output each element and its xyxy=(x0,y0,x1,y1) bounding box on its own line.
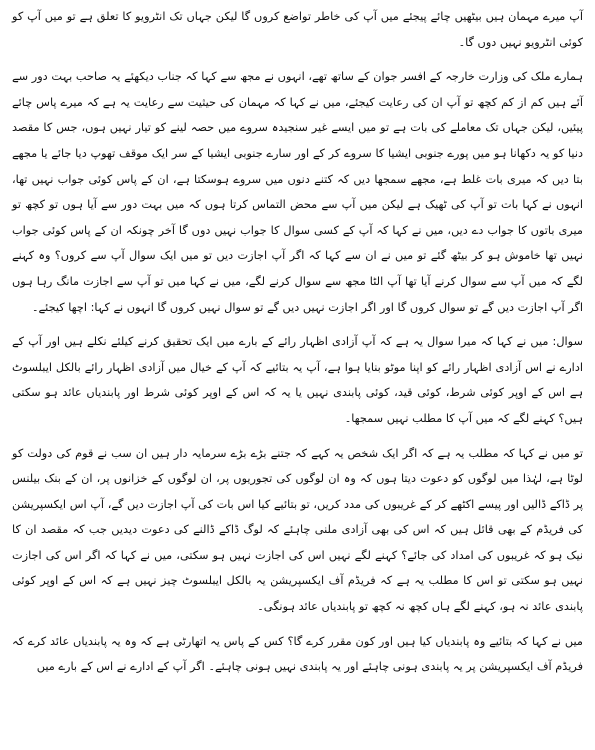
paragraph-5: میں نے کہا کہ بتائیے وہ پابندیاں کیا ہیں اور کون مقرر کرے گا؟ کس کے پاس یہ اتھارٹی ہے کہ وہ یہ پابندیاں عائد کرے کہ فریڈم آف ایکسپریشن پر یہ پابندی ہونی چاہئے اور یہ پابندی نہیں ہونی چاہئے۔ اگر آپ کے ادارے نے اس کے بارے میں xyxy=(12,634,583,674)
paragraph-1: آپ میرے مہمان ہیں بیٹھیں چائے پیجئے میں آپ کی خاطر تواضع کروں گا لیکن جہاں تک انٹرویو کا تعلق ہے تو میں آپ کو کوئی انٹرویو نہیں دوں گا۔ xyxy=(12,10,583,49)
paragraph-3: سوال: میں نے کہا کہ میرا سوال یہ ہے کہ آپ آزادی اظہار رائے کے بارے میں ایک تحقیق کرنے کیلئے نکلے ہیں اور آپ کے ادارے نے اس آزادی اظہار رائے کو اپنا موٹو بنایا ہوا ہے، آپ یہ بتائیے کہ آپ کے خیال میں آزادی اظہار رائے بالکل ایبلسوٹ ہے اس کے اوپر کوئی شرط، کوئی قید، کوئی پابندی نہیں یا یہ کہ اس کے اوپر کوئی شرط اور پابندیاں عائد ہو سکتی ہیں؟ کہنے لگے کہ میں آپ کا مطلب نہیں سمجھا۔ xyxy=(12,335,583,425)
paragraph-2: ہمارے ملک کی وزارت خارجہ کے افسر جوان کے ساتھ تھے، انہوں نے مجھ سے کہا کہ جناب دیکھئے یہ صاحب بہت دور سے آئے ہیں کم از کم کچھ تو آپ ان کی رعایت کیجئے، میں نے کہا کہ مہمان کی حیثیت سے رعایت یہ ہے کہ میرے پاس چائے پیئیں، لیکن جہاں تک معاملے کی بات ہے تو میں ایسے غیر سنجیدہ سروے میں حصہ لینے کو تیار نہیں ہوں، جس کا مقصد دنیا کو یہ دکھانا ہو میں پورے جنوبی ایشیا کا سروے کر کے اور سارے جنوبی ایشیا کے سر ایک موقف تھوپ دیا جائے یا مجھے بتا دیں کہ میری بات غلط ہے، مجھے سمجھا دیں کہ کتنے دنوں میں سروے ہوسکتا ہے، ان کے پاس کوئی جواب نہیں تھا، انہوں نے کہا بات تو آپ کی ٹھیک ہے لیکن میں آپ سے محض التماس کرتا ہوں کہ میں بہت دور سے آیا ہوں تو کچھ تو میری باتوں کا جواب دے دیں، میں نے کہا کہ آپ کے کسی سوال کا جواب نہیں دوں گا آخر چونکہ ان کے پاس کوئی جواب نہیں تھا خاموش ہو کر بیٹھ گئے تو میں نے ان سے کہا کہ اگر آپ اجازت دیں تو میں ایک سوال آپ سے کروں؟ وہ کہنے لگے کہ میں آپ سے سوال کرنے آیا تھا آپ الٹا مجھ سے سوال کرنے لگے، میں نے کہا میں تو آپ سے اجازت مانگ رہا ہوں اگر آپ اجازت دیں گے تو سوال کروں گا اور اگر اجازت نہیں دیں گے تو سوال نہیں کروں گا انہوں نے کہا: اچھا کیجئے۔ xyxy=(12,70,583,314)
paragraph-4: تو میں نے کہا کہ مطلب یہ ہے کہ اگر ایک شخص یہ کہے کہ جتنے بڑے بڑے سرمایہ دار ہیں ان سب نے قوم کی دولت کو لوٹا ہے، لہٰذا میں لوگوں کو دعوت دیتا ہوں کہ وہ ان لوگوں کی تجوریوں پر، ان لوگوں کے خزانوں پر، ان کے بنک بیلنس پر ڈاکے ڈالیں اور پیسے اکٹھے کر کے غریبوں کی مدد کریں، تو بتائیے کیا اس بات کی آپ اجازت دیں گے، آپ اس ایکسپریشن کی فریڈم کے بھی قائل ہیں کہ اس کی بھی آزادی ملنی چاہئے کہ لوگ ڈاکے ڈالنے کی دعوت دیدیں جب کہ مقصد ان کا نیک ہو کہ غریبوں کی امداد کی جائے؟ کہنے لگے نہیں اس کی اجازت نہیں ہو سکتی، میں نے کہا کہ اگر اس کی اجازت نہیں ہو سکتی تو اس کا مطلب یہ ہے کہ فریڈم آف ایکسپریشن یہ بالکل ایبلسوٹ چیز نہیں ہے کہ اس کے اوپر کوئی پابندی عائد نہ ہو، کہنے لگے ہاں کچھ نہ کچھ تو پابندیاں عائد ہونگی۔ xyxy=(12,446,583,614)
